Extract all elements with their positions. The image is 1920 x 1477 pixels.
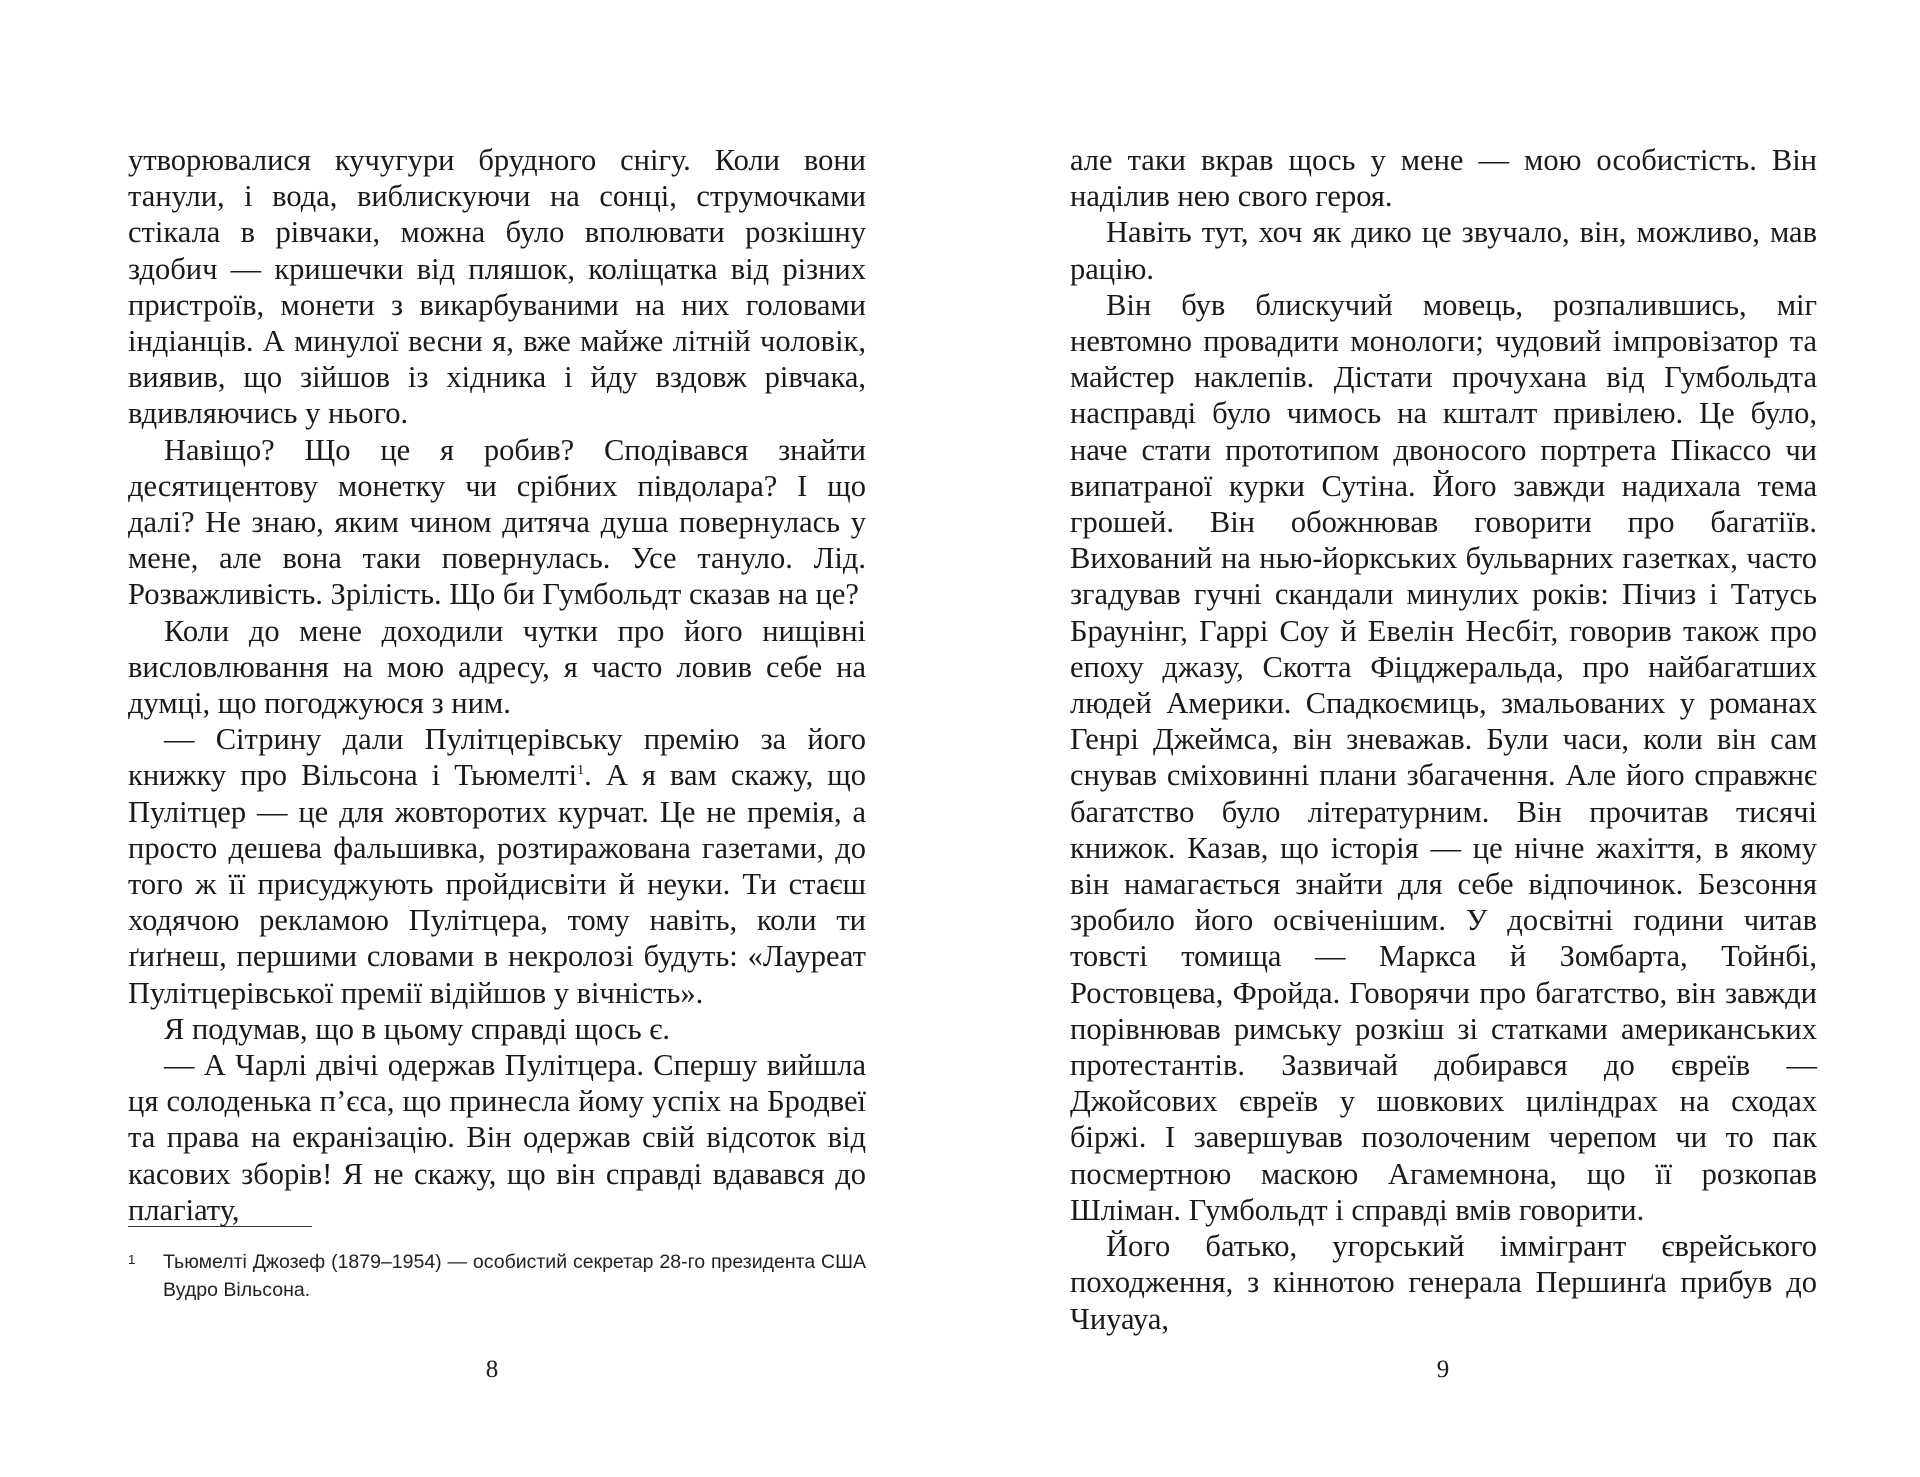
paragraph: — А Чарлі двічі одержав Пулітцера. Спершу вийшла ця солоденька п’єса, що принесла йому успіх на Бродвеї та права на екранізацію. Він одержав свій відсоток від касових зборів! Я не скажу, що він справді вдавався до плагіату, — [128, 1048, 866, 1227]
footnote-divider — [128, 1226, 312, 1227]
paragraph-with-footnote — [128, 721, 866, 1011]
paragraph: Коли до мене доходили чутки про його нищівні висловлювання на мою адресу, я часто ловив себе на думці, що погоджуюся з ним. — [128, 613, 866, 721]
paragraph: Навіщо? Що це я робив? Сподівався знайти десятицентову монетку чи срібних півдолара? І що далі? Не знаю, яким чином дитяча душа повернулась у мене, але вона таки повернулась. Усе тануло. Лід. Розважливість. Зрілість. Що би Гумбольдт сказав на це? — [128, 432, 866, 612]
paragraph: Він був блискучий мовець, розпалившись, міг невтомно провадити монологи; чудовий імпровізатор та майстер наклепів. Дістати прочухана від Гумбольдта насправді було чимось на кшталт привілею. Це було, наче стати прототипом двоносого портрета Пікассо чи випатраної курки Сутіна. Його завжди надихала тема грошей. Він обожнював говорити про багатіїв. Вихований на нью-йоркських бульварних газетках, часто згадував гучні скандали минулих років: Пічиз і Татусь Браунінг, Гаррі Соу й Евелін Несбіт, говорив також про епоху джазу, Скотта Фіцджеральда, про найбагатших людей Америки. Спадкоємиць, змальованих у романах Генрі Джеймса, він зневажав. Були часи, коли він сам снував сміховинні плани збагачення. Але його справжнє багатство було літературним. Він прочитав тисячі книжок. Казав, що історія — це нічне жахіття, в якому він намагається знайти для себе відпочинок. Безсоння зробило його освіченішим. У досвітні години читав товсті томища — Маркса й Зомбарта, Тойнбі, Ростовцева, Фройда. Говорячи про багатство, він завжди порівнював римську розкіш зі статками американських протестантів. Зазвичай добирався до євреїв — Джойсових євреїв у шовкових циліндрах на сходах біржі. І завершував позолоченим черепом чи то пак посмертною маскою Агамемнона, що її розкопав Шліман. Гумбольдт і справді вмів говорити. — [1070, 287, 1817, 1227]
paragraph: утворювалися кучугури брудного снігу. Коли вони танули, і вода, виблискуючи на сонці, струмочками стікала в рівчаки, можна було вполювати розкішну здобич — кришечки від пляшок, коліщатка від різних пристроїв, монети з викарбуваними на них головами індіанців. А минулої весни я, вже майже літній чоловік, виявив, що зійшов із хідника і йду вздовж рівчака, вдивляючись у нього. — [128, 143, 866, 431]
paragraph-text: . А я вам скажу, що Пулітцер — це для жовторотих курчат. Це не премія, а просто дешева фальшивка, розтиражована газетами, до того ж її присуджують пройдисвіти й неуки. Ти стаєш ходячою рекламою Пулітцера, тому навіть, коли ти ґиґнеш, першими словами в некролозі будуть: «Лауреат Пулітцерівської премії відійшов у вічність». — [128, 758, 866, 1010]
paragraph: Я подумав, що в цьому справді щось є. — [164, 1011, 670, 1046]
footnote — [128, 1248, 866, 1304]
paragraph: Навіть тут, хоч як дико це звучало, він, можливо, мав рацію. — [1070, 215, 1817, 286]
footnote-text: Тьюмелті Джозеф (1879–1954) — особистий секретар 28-го президента США Вудро Вільсона. — [163, 1251, 866, 1301]
left-page-text — [128, 142, 866, 1228]
page-number-right: 9 — [1436, 1356, 1450, 1383]
right-page — [960, 0, 1920, 1477]
right-page-text — [1070, 142, 1817, 1337]
paragraph-text: — Сітрину дали Пулітцерівську премію за його книжку про Вільсона і Тьюмелті — [128, 722, 866, 793]
footnote-reference[interactable]: 1 — [577, 763, 585, 779]
footnote-mark: 1 — [128, 1252, 136, 1267]
paragraph: але таки вкрав щось у мене — мою особистість. Він наділив нею свого героя. — [1070, 143, 1817, 214]
page-number-left: 8 — [485, 1356, 499, 1383]
paragraph: Його батько, угорський іммігрант єврейського походження, з кіннотою генерала Першинґа прибув до Чиуауа, — [1070, 1229, 1817, 1336]
